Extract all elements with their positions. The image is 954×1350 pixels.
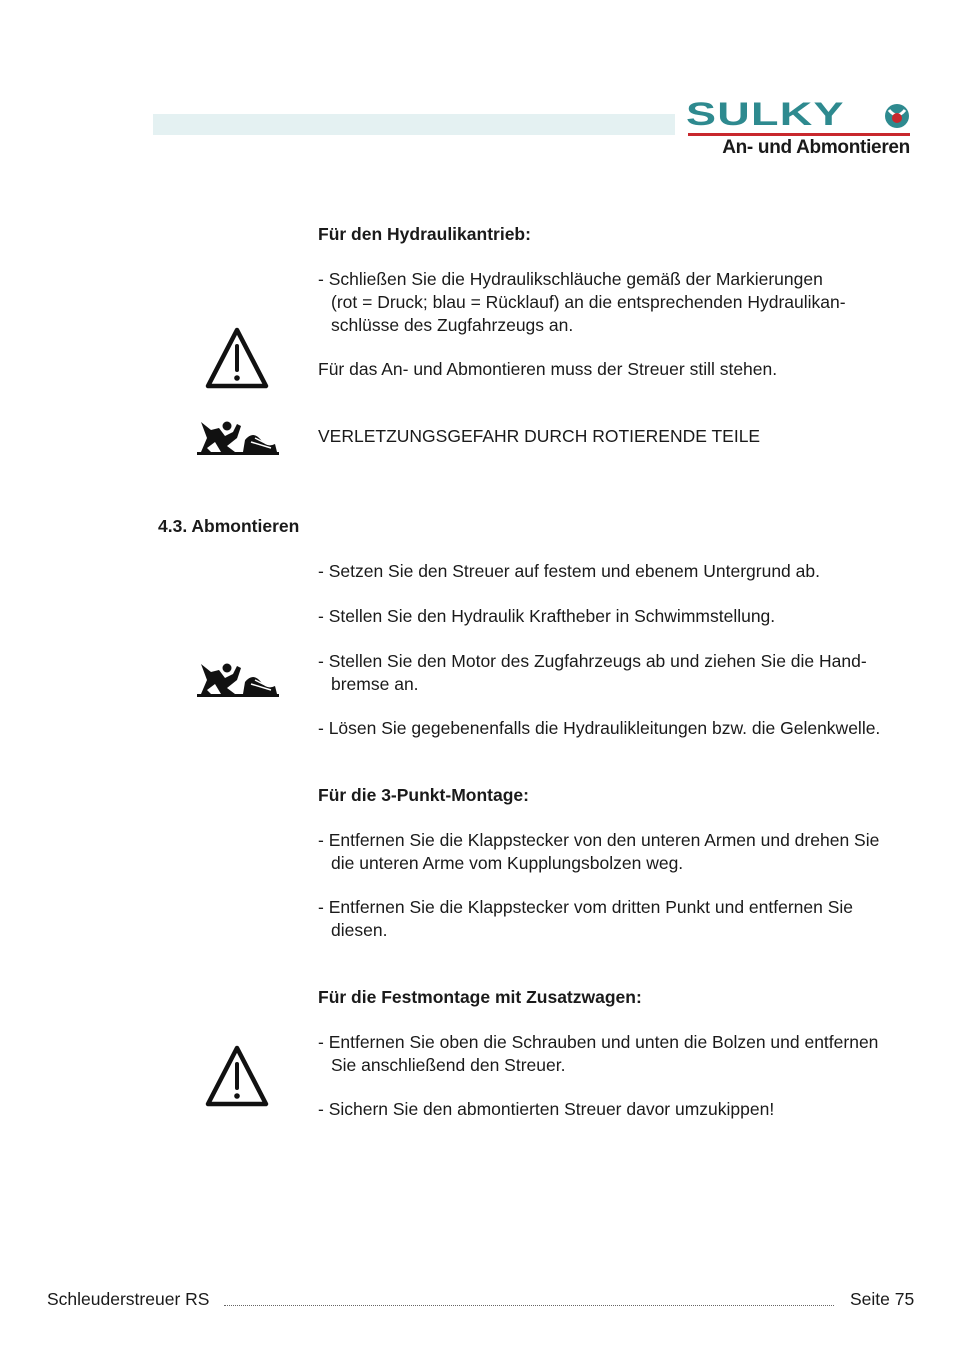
footer-page	[850, 1289, 914, 1310]
footer-document-title: Schleuderstreuer RS	[47, 1289, 210, 1309]
list-item: - Entfernen Sie die Klappstecker von den unteren Armen und drehen Sie	[318, 830, 880, 850]
list-item: - Stellen Sie den Motor des Zugfahrzeugs ab und ziehen Sie die Hand-	[318, 651, 867, 671]
hydraulic-item-line: (rot = Druck; blau = Rücklauf) an die entsprechenden Hydraulikan-	[331, 292, 846, 312]
list-item: die unteren Arme vom Kupplungsbolzen weg.	[331, 853, 684, 873]
section-heading: 4.3. Abmontieren	[158, 516, 300, 536]
danger-note: VERLETZUNGSGEFAHR DURCH ROTIERENDE TEILE	[318, 426, 761, 446]
hydraulic-item-line: - Schließen Sie die Hydraulikschläuche gemäß der Markierungen	[318, 269, 823, 289]
list-item: - Lösen Sie gegebenenfalls die Hydraulikleitungen bzw. die Gelenkwelle.	[318, 718, 881, 738]
list-item: - Stellen Sie den Hydraulik Kraftheber in Schwimmstellung.	[318, 606, 776, 626]
sulky-logo	[686, 95, 912, 133]
list-item: - Sichern Sie den abmontierten Streuer davor umzukippen!	[318, 1099, 775, 1119]
list-item: - Entfernen Sie die Klappstecker vom dritten Punkt und entfernen Sie	[318, 897, 854, 917]
page-header-title: An- und Abmontieren	[722, 137, 910, 158]
footer-page-label: Seite	[850, 1289, 890, 1309]
list-item: bremse an.	[331, 674, 419, 694]
header-bar	[153, 114, 675, 135]
list-item: - Entfernen Sie oben die Schrauben und unten die Bolzen und entfernen	[318, 1032, 879, 1052]
warning-triangle-icon	[204, 1044, 270, 1108]
hydraulic-heading: Für den Hydraulikantrieb:	[318, 224, 531, 244]
list-item: Sie anschließend den Streuer.	[331, 1055, 566, 1075]
rotating-parts-hazard-icon	[197, 418, 279, 460]
hydraulic-item-line: schlüsse des Zugfahrzeugs an.	[331, 315, 574, 335]
warning-triangle-icon	[204, 326, 270, 390]
still-note: Für das An- und Abmontieren muss der Streuer still stehen.	[318, 359, 778, 379]
list-item: diesen.	[331, 920, 388, 940]
list-item: - Setzen Sie den Streuer auf festem und ebenem Untergrund ab.	[318, 561, 820, 581]
fixed-mount-heading: Für die Festmontage mit Zusatzwagen:	[318, 987, 642, 1007]
logo-wordmark: SULKY	[686, 95, 845, 133]
logo-emblem-icon	[884, 103, 910, 129]
footer-page-number: 75	[894, 1289, 915, 1309]
footer-dot-leader	[224, 1305, 834, 1306]
logo-underline	[688, 133, 910, 136]
rotating-parts-hazard-icon	[197, 660, 279, 702]
threepoint-heading: Für die 3-Punkt-Montage:	[318, 785, 529, 805]
